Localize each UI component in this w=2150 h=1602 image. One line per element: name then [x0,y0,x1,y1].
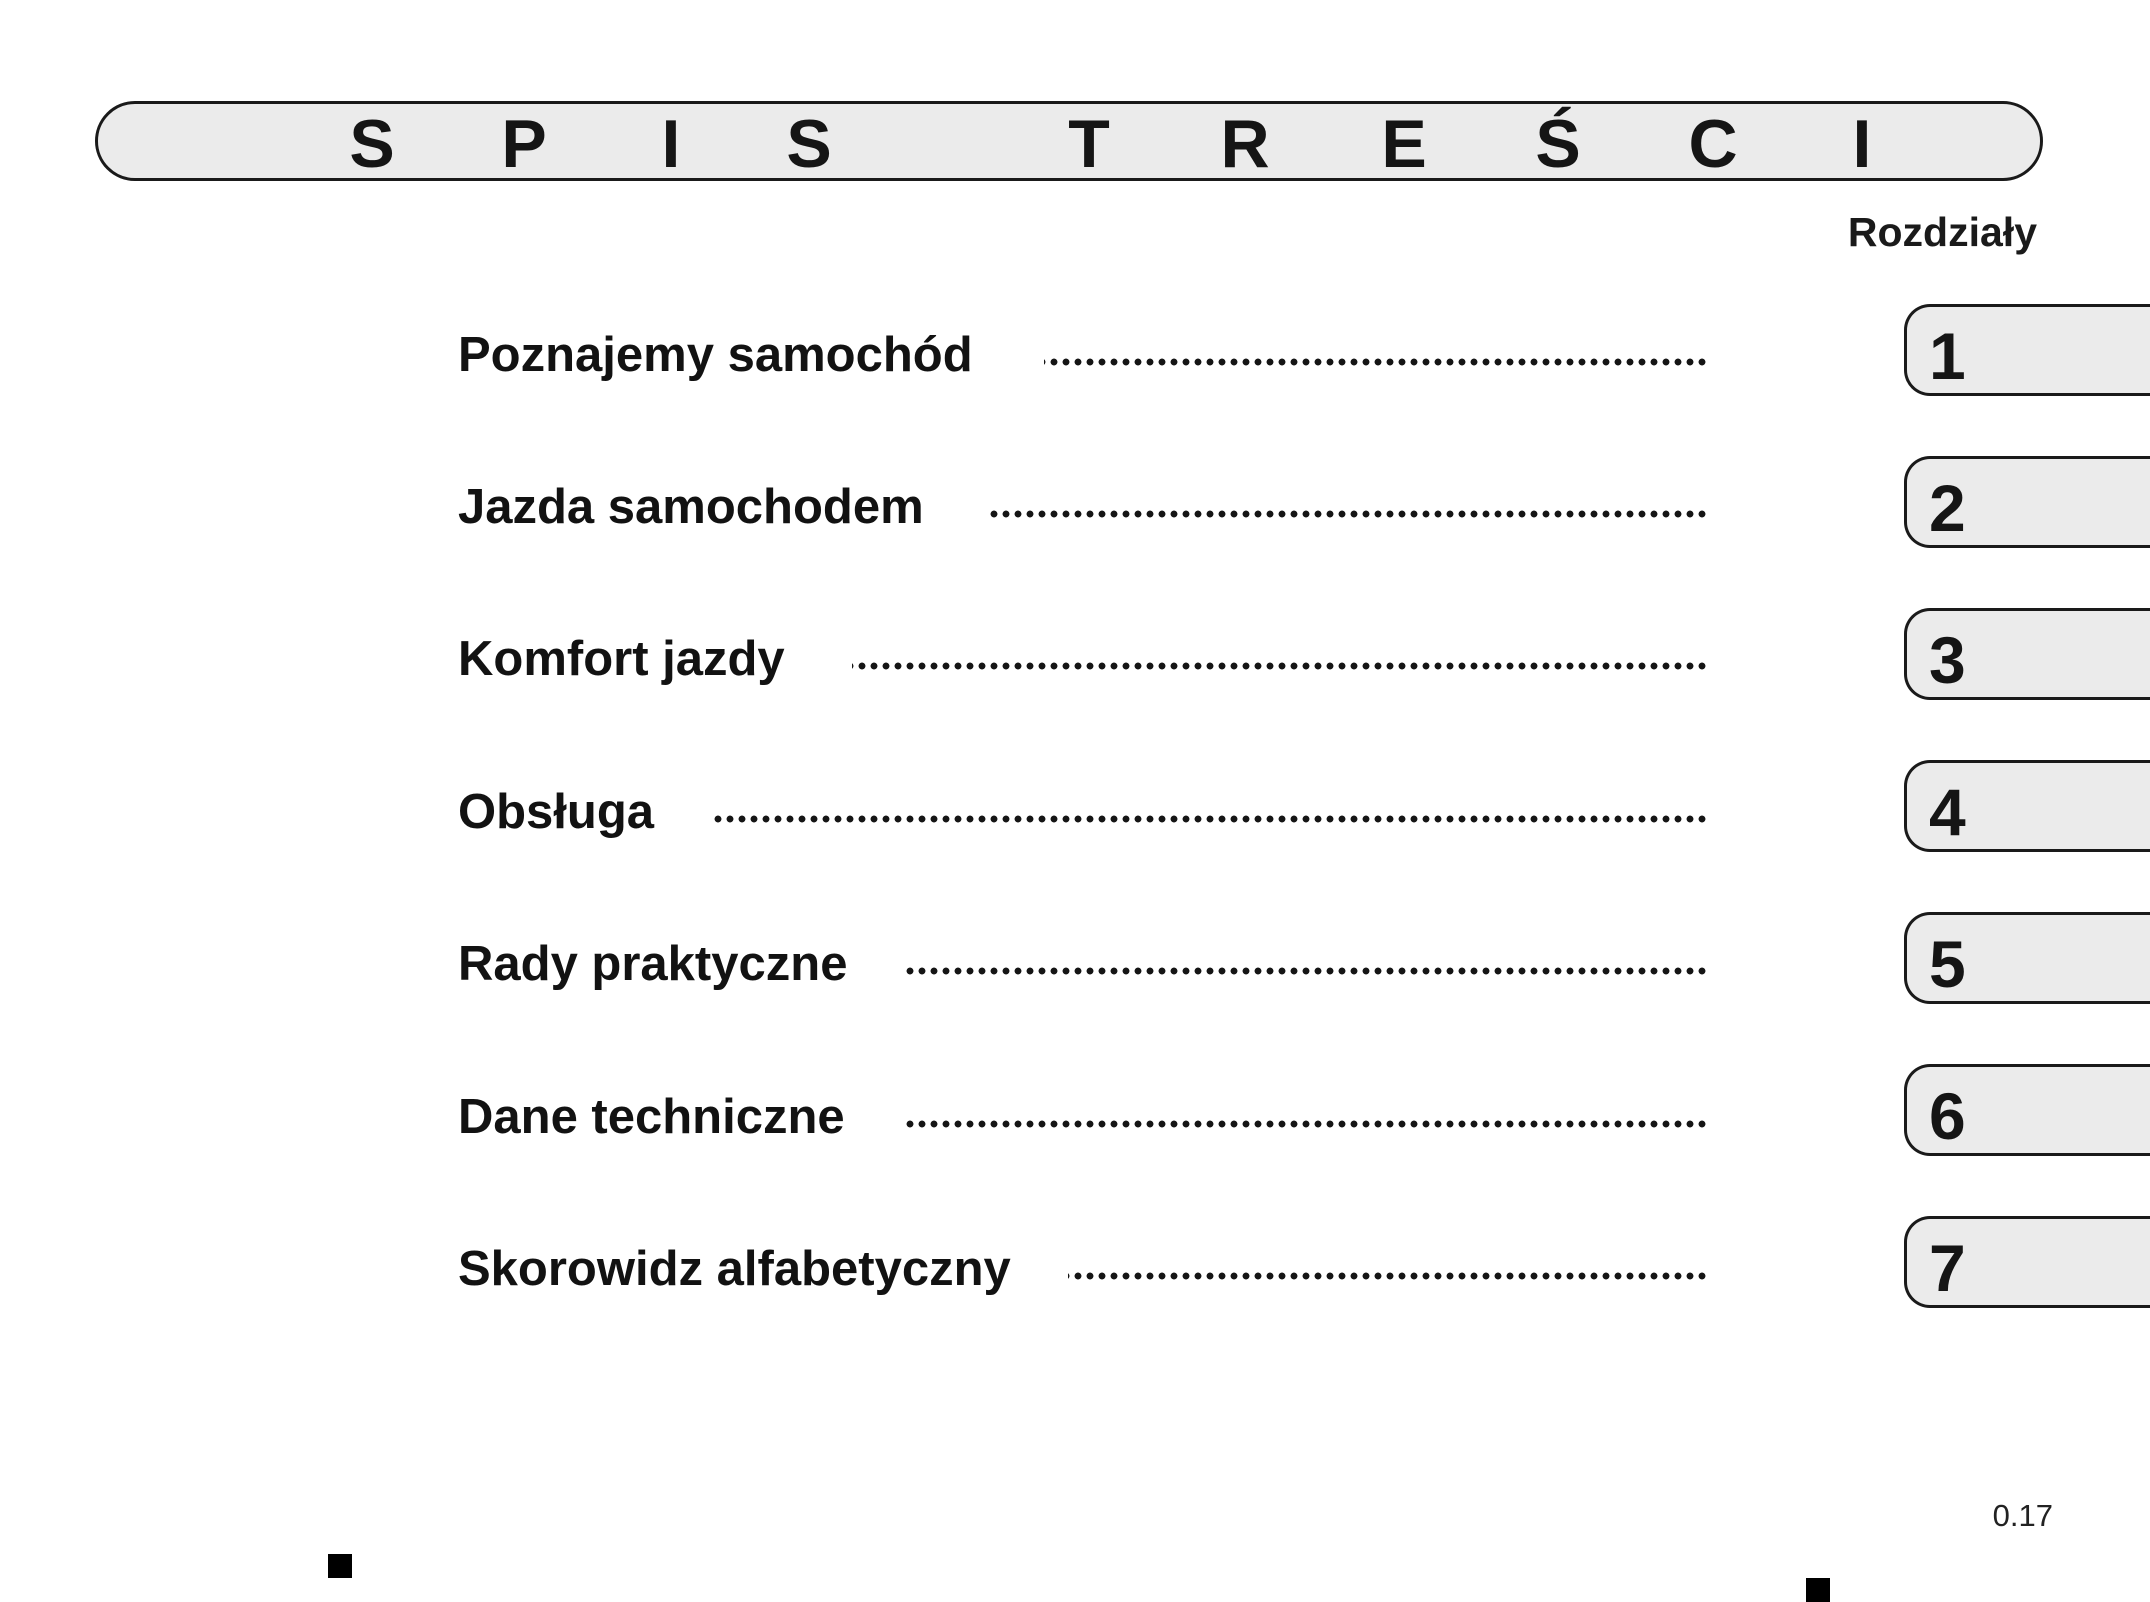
toc-entry-label: Poznajemy samochód [458,328,973,382]
page-number: 0.17 [1992,1498,2053,1533]
chapter-tab-2[interactable] [1904,456,2150,548]
title-letter: Ś [1535,106,1581,182]
chapter-tab-4[interactable] [1904,760,2150,852]
chapters-column-label: Rozdziały [1847,209,2037,255]
toc-entry[interactable] [458,325,1708,385]
title-letter: R [1220,106,1270,182]
title-letter: S [349,106,395,182]
toc-entry-label: Komfort jazdy [458,632,785,686]
leader-dots [710,812,1708,826]
toc-entry[interactable] [458,1239,1708,1299]
toc-entry[interactable] [458,934,1708,994]
title-letter: E [1381,106,1427,182]
chapter-number: 4 [1929,775,1966,849]
toc-entry[interactable] [458,1087,1708,1147]
chapter-number: 6 [1929,1079,1966,1153]
crop-mark [328,1554,352,1578]
chapter-number: 5 [1929,927,1966,1001]
chapter-number: 7 [1929,1231,1966,1305]
crop-mark [1806,1578,1830,1602]
title-letter: S [786,106,832,182]
chapter-tab-5[interactable] [1904,912,2150,1004]
leader-dots [852,659,1708,673]
chapter-number: 2 [1929,471,1966,545]
chapter-number: 1 [1929,319,1966,393]
title-letter: P [501,106,547,182]
leader-dots [990,507,1708,521]
leader-dots [1068,1269,1708,1283]
leader-dots [1044,355,1708,369]
toc-entry[interactable] [458,782,1708,842]
toc-entry-label: Rady praktyczne [458,937,848,991]
title-letter: I [1852,106,1872,182]
toc-entry-label: Skorowidz alfabetyczny [458,1242,1011,1296]
title-letter: T [1068,106,1110,182]
leader-dots [906,1117,1708,1131]
chapter-number: 3 [1929,623,1966,697]
toc-entry-label: Jazda samochodem [458,480,924,534]
chapter-tab-3[interactable] [1904,608,2150,700]
chapter-tab-1[interactable] [1904,304,2150,396]
title-letter: C [1688,106,1738,182]
toc-entry-label: Dane techniczne [458,1090,845,1144]
chapter-tab-6[interactable] [1904,1064,2150,1156]
chapter-tab-7[interactable] [1904,1216,2150,1308]
toc-entry[interactable] [458,477,1708,537]
toc-entry[interactable] [458,629,1708,689]
leader-dots [906,964,1708,978]
title-letter: I [661,106,681,182]
toc-entry-label: Obsługa [458,785,655,839]
title-bar [95,101,2043,181]
